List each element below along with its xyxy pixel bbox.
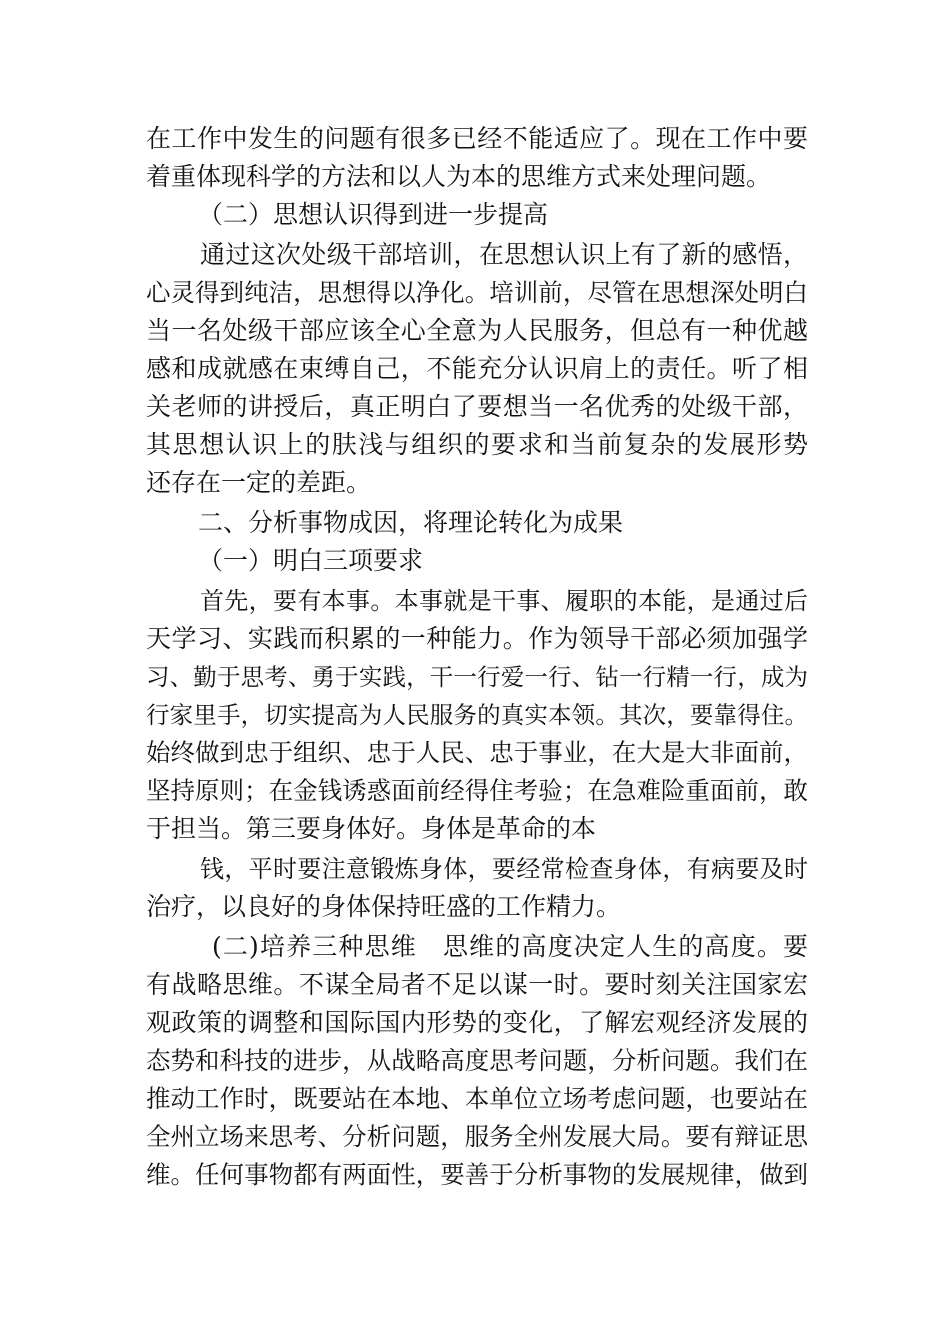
text-line-26: 推动工作时，既要站在本地、本单位立场考虑问题，也要站在 <box>146 1084 808 1113</box>
text-line-21: 治疗，以良好的身体保持旺盛的工作精力。 <box>146 892 622 921</box>
text-line-9: 其思想认识上的肤浅与组织的要求和当前复杂的发展形势 <box>146 430 808 459</box>
text-line-4: 通过这次处级干部培训，在思想认识上有了新的感悟， <box>200 240 808 269</box>
text-line-17: 始终做到忠于组织、忠于人民、忠于事业，在大是大非面前， <box>146 738 808 767</box>
text-line-5: 心灵得到纯洁，思想得以净化。培训前，尽管在思想深处明白 <box>146 278 808 307</box>
text-line-25: 态势和科技的进步，从战略高度思考问题，分析问题。我们在 <box>146 1046 808 1075</box>
text-line-28: 维。任何事物都有两面性，要善于分析事物的发展规律，做到 <box>146 1160 808 1189</box>
text-line-1: 在工作中发生的问题有很多已经不能适应了。现在工作中要 <box>146 124 808 153</box>
text-line-18: 坚持原则；在金钱诱惑面前经得住考验；在急难险重面前，敢 <box>146 776 808 805</box>
section-heading-2-1: （一）明白三项要求 <box>198 546 424 575</box>
text-line-7: 感和成就感在束缚自己，不能充分认识肩上的责任。听了相 <box>146 354 808 383</box>
section-heading-2-2b: (二)培养三种思维 思维的高度决定人生的高度。要 <box>212 932 808 961</box>
section-heading-2-2: （二）思想认识得到进一步提高 <box>198 200 549 229</box>
text-line-14: 天学习、实践而积累的一种能力。作为领导干部必须加强学 <box>146 624 808 653</box>
text-line-6: 当一名处级干部应该全心全意为人民服务，但总有一种优越 <box>146 316 808 345</box>
text-line-19: 于担当。第三要身体好。身体是革命的本 <box>146 814 597 843</box>
text-line-16: 行家里手，切实提高为人民服务的真实本领。其次，要靠得住。 <box>146 701 808 729</box>
text-line-2: 着重体现科学的方法和以人为本的思维方式来处理问题。 <box>146 162 772 191</box>
text-line-23: 有战略思维。不谋全局者不足以谋一时。要时刻关注国家宏 <box>146 970 808 999</box>
section-heading-2: 二、分析事物成因，将理论转化为成果 <box>198 508 624 537</box>
text-line-15: 习、勤于思考、勇于实践，干一行爱一行、钻一行精一行，成为 <box>146 663 808 691</box>
text-line-8: 关老师的讲授后，真正明白了要想当一名优秀的处级干部， <box>146 392 808 421</box>
text-line-13: 首先，要有本事。本事就是干事、履职的本能，是通过后 <box>200 587 808 615</box>
text-line-10: 还存在一定的差距。 <box>146 468 372 497</box>
text-line-20: 钱，平时要注意锻炼身体，要经常检查身体，有病要及时 <box>200 855 808 883</box>
text-line-24: 观政策的调整和国际国内形势的变化，了解宏观经济发展的 <box>146 1008 808 1037</box>
text-line-27: 全州立场来思考、分析问题，服务全州发展大局。要有辩证思 <box>146 1122 808 1151</box>
